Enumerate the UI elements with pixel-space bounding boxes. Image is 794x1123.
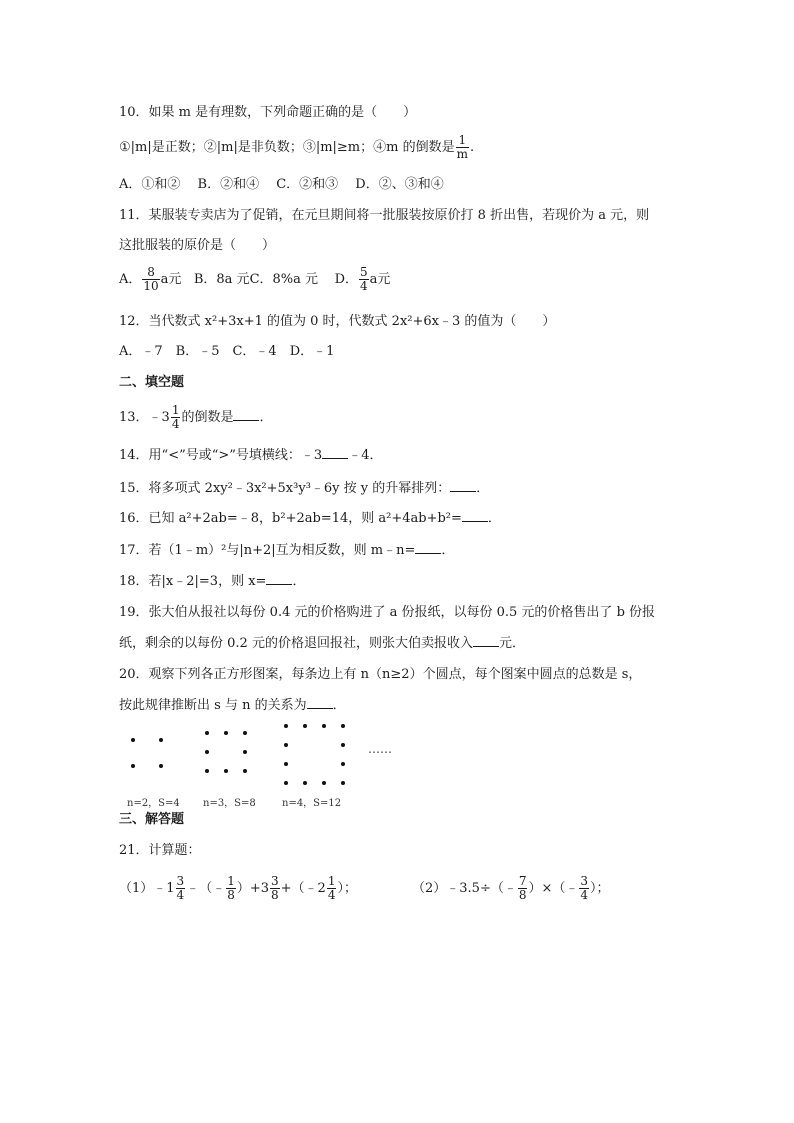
dot: [303, 724, 307, 728]
dot: [159, 738, 163, 742]
question-15: 15．将多项式 2xy²﹣3x²+5x³y³﹣6y 按 y 的升幂排列： ．: [119, 481, 490, 496]
dot: [243, 769, 247, 773]
figure-caption: n=2，S=4: [127, 798, 180, 809]
dot: [205, 731, 209, 735]
option-a: A． $\frac{8}{10}$ a元: [119, 265, 182, 293]
dot: [131, 738, 135, 742]
dot: [159, 764, 163, 768]
answer-blank: [450, 479, 476, 492]
section-solve-heading: 三、解答题: [119, 812, 185, 827]
answer-blank: [266, 572, 292, 585]
dot: [224, 769, 228, 773]
dot: [243, 731, 247, 735]
dot: [322, 724, 326, 728]
question-10-statements: ①|m|是正数；②|m|是非负数；③|m|≥m；④m 的倒数是 $\frac{1}{m}$ .: [119, 133, 475, 161]
dot: [205, 750, 209, 754]
question-19-line-1: 19．张大伯从报社以每份 0.4 元的价格购进了 a 份报纸，以每份 0.5 元的价格售出了 b 份报: [119, 605, 656, 620]
question-11-options: [119, 266, 390, 293]
fraction-1-over-m: $\frac{1}{m}$: [456, 133, 468, 161]
question-12-options: A．﹣7 B．﹣5 C．﹣4 D．﹣1: [119, 344, 335, 359]
answer-blank: [462, 509, 488, 522]
option-b: B．8a 元: [193, 272, 250, 287]
dot: [341, 724, 345, 728]
question-18: 18．若|x﹣2|=3，则 x= ．: [119, 574, 306, 589]
option-c: C．8%a 元: [249, 272, 319, 287]
dot: [284, 743, 288, 747]
dot: [341, 762, 345, 766]
question-10-stem: 10．如果 m 是有理数，下列命题正确的是（ ）: [119, 105, 417, 120]
answer-blank: [415, 541, 441, 554]
dot: [284, 724, 288, 728]
question-21-stem: 21．计算题：: [119, 843, 201, 858]
question-20-line-2: 按此规律推断出 s 与 n 的关系为 ．: [119, 698, 346, 713]
question-14: 14．用“<”号或“>”号填横线：﹣3 ﹣4．: [119, 448, 383, 463]
answer-blank: [322, 446, 348, 459]
question-21-part-2: （2）﹣3.5÷（﹣ $\frac{7}{8}$ ）×（﹣ $\frac{3}{4}$ ）；: [412, 874, 610, 902]
question-19-line-2: 纸，剩余的以每份 0.2 元的价格退回报社，则张大伯卖报收入 元．: [119, 636, 525, 651]
dot: [341, 743, 345, 747]
dot: [341, 781, 345, 785]
question-20-line-1: 20．观察下列各正方形图案，每条边上有 n（n≥2）个圆点，每个图案中圆点的总数是 s，: [119, 667, 642, 682]
dot: [205, 769, 209, 773]
dot: [224, 731, 228, 735]
question-12-stem: 12．当代数式 x²+3x+1 的值为 0 时，代数式 2x²+6x﹣3 的值为（ ）: [119, 314, 556, 329]
fraction-1-4: $\frac{1}{4}$: [171, 403, 180, 431]
question-21-part-1: （1）﹣1 $\frac{3}{4}$ ﹣（﹣ $\frac{1}{8}$ ）+3 $\frac{3}{8}$ +（﹣2 $\frac{1}{4}$ ）；: [119, 874, 357, 902]
option-d: D． $\frac{5}{4}$ a元: [334, 265, 391, 293]
question-16: 16．已知 a²+2ab=﹣8，b²+2ab=14，则 a²+4ab+b²= ．: [119, 511, 501, 526]
figure-caption: n=4，S=12: [282, 798, 342, 809]
question-17: 17．若（1﹣m）²与|n+2|互为相反数，则 m﹣n= ．: [119, 543, 455, 558]
dot: [284, 781, 288, 785]
ellipsis: ……: [368, 742, 392, 756]
answer-blank: [233, 408, 259, 421]
question-13: 13．﹣3 $\frac{1}{4}$ 的倒数是 ．: [119, 403, 273, 431]
figure-caption: n=3，S=8: [203, 798, 256, 809]
answer-blank: [307, 696, 333, 709]
dot: [303, 781, 307, 785]
dot: [131, 764, 135, 768]
section-fill-in-heading: 二、填空题: [119, 375, 185, 390]
dot: [243, 750, 247, 754]
dot: [322, 781, 326, 785]
dot: [284, 762, 288, 766]
question-11-line-2: 这批服装的原价是（ ）: [119, 238, 276, 253]
answer-blank: [473, 634, 499, 647]
question-11-line-1: 11．某服装专卖店为了促销，在元旦期间将一批服装按原价打 8 折出售，若现价为 a 元，则: [119, 208, 650, 223]
question-10-options: A．①和② B．②和④ C．②和③ D．②、③和④: [119, 177, 444, 192]
